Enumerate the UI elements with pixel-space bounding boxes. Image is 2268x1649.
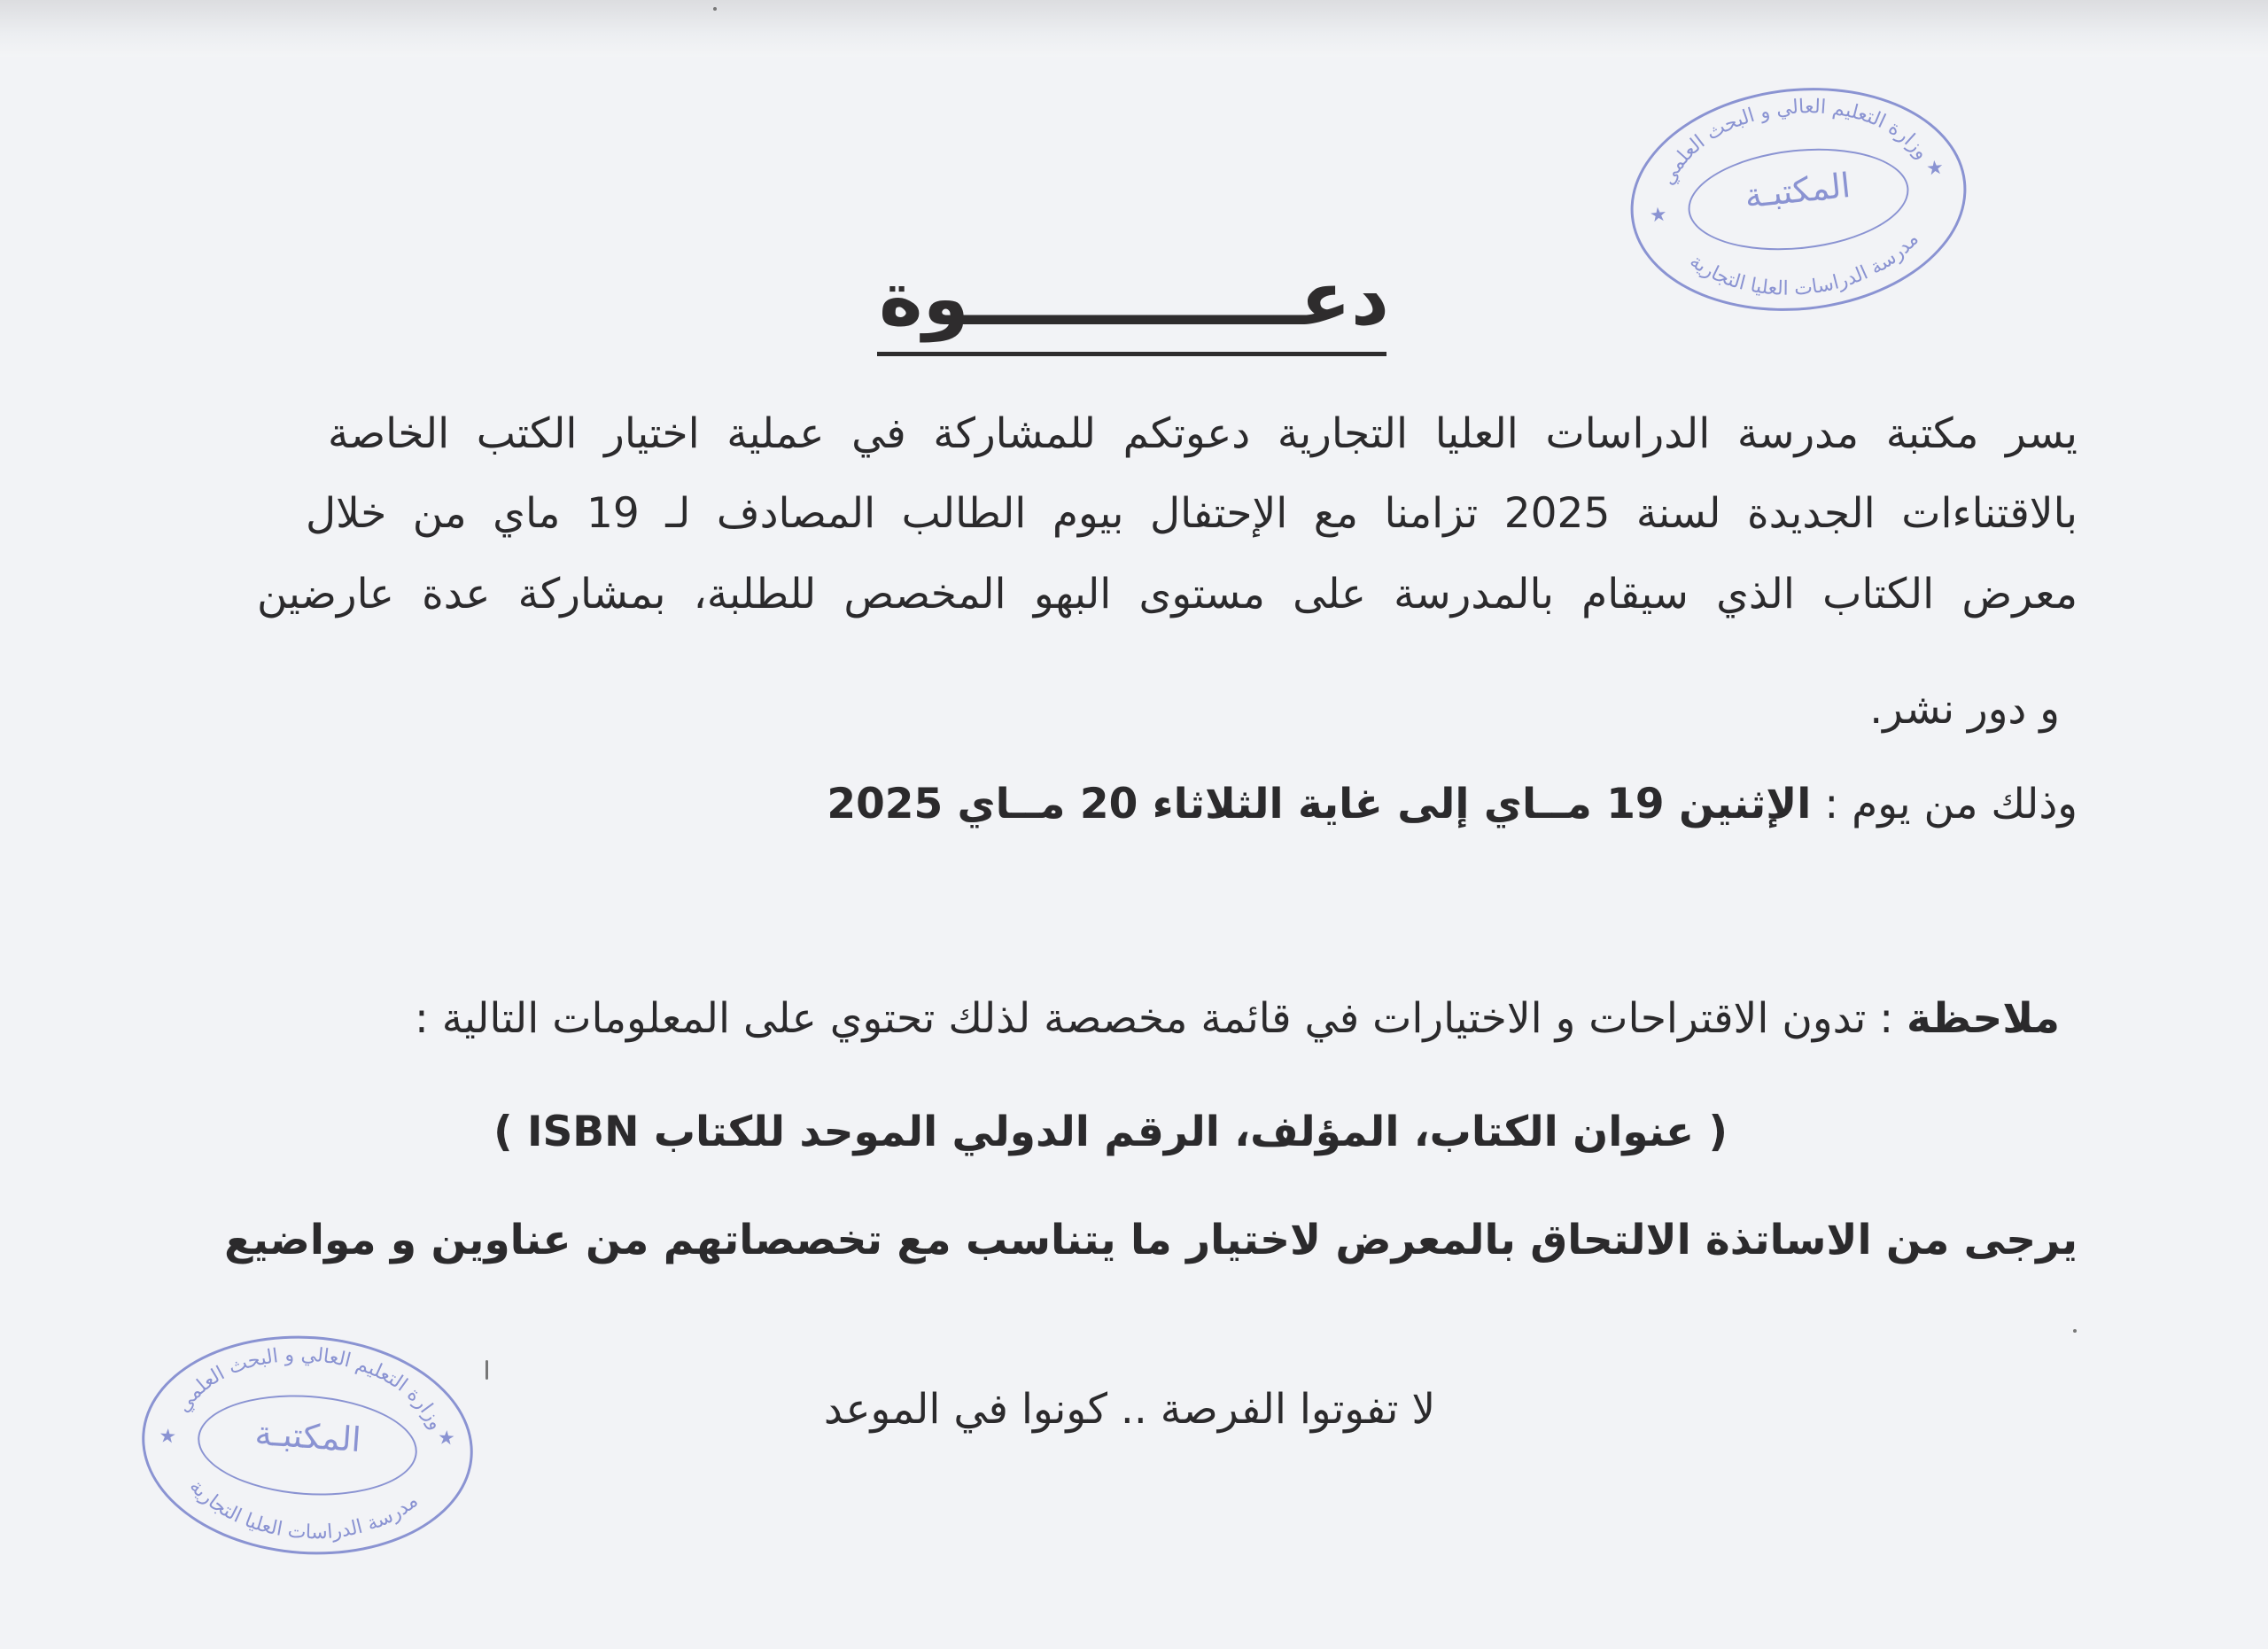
body-line-4: و دور نشر. [1869, 685, 2060, 734]
event-dates-range: الإثنين 19 مــاي إلى غاية الثلاثاء 20 مــاي 2025 [827, 780, 1812, 828]
body-line-1: يسر مكتبة مدرسة الدراسات العليا التجارية دعوتكم للمشاركة في عملية اختيار الكتب الخاصة [328, 409, 2078, 458]
body-line-2: بالاقتناءات الجديدة لسنة 2025 تزامنا مع الإحتفال بيوم الطالب المصادف لـ 19 ماي من خلال [306, 489, 2078, 538]
page-title: دعـــــــــــــوة [879, 255, 1389, 342]
stamp-bottom-ring-text: مدرسة الدراسات العليا التجارية [1685, 228, 1923, 300]
stamp-star-icon: ★ [1924, 156, 1946, 181]
event-dates [753, 780, 2078, 828]
request-line: يرجى من الاساتذة الالتحاق بالمعرض لاختيار ما يتناسب مع تخصصاتهم من عناوين و مواضيع [224, 1216, 2078, 1264]
note-fields: ( عنوان الكتاب، المؤلف، الرقم الدولي الموحد للكتاب ISBN ) [493, 1108, 1728, 1156]
library-stamp-bottom [135, 1325, 480, 1565]
note-label: ملاحظة [1907, 994, 2060, 1043]
stamp-star-icon: ★ [1648, 203, 1669, 228]
note-line [221, 994, 2060, 1043]
scan-speck [2073, 1329, 2077, 1333]
body-line-3: معرض الكتاب الذي سيقام بالمدرسة على مستوى البهو المخصص للطلبة، بمشاركة عدة عارضين [257, 570, 2078, 618]
event-dates-prefix: وذلك من يوم : [1811, 780, 2078, 828]
note-text: : تدون الاقتراحات و الاختيارات في قائمة مخصصة لذلك تحتوي على المعلومات التالية : [414, 994, 1907, 1043]
scan-speck [485, 1360, 488, 1380]
stamp-top-ring-text: وزارة التعليم العالي و البحث العلمي [1657, 96, 1933, 189]
scan-speck [713, 7, 717, 11]
stamp-center-word: المكتبـة [1743, 165, 1852, 216]
stamp-star-icon: ★ [437, 1427, 456, 1451]
stamp-center-word: المكتبـة [253, 1412, 362, 1460]
library-stamp-top [1619, 72, 1977, 327]
scan-top-edge [0, 0, 2268, 57]
title-underline [877, 352, 1386, 356]
closing-line: لا تفوتوا الفرصة .. كونوا في الموعد [823, 1385, 1436, 1434]
stamp-bottom-ring-text: مدرسة الدراسات العليا التجارية [184, 1475, 423, 1544]
stamp-star-icon: ★ [158, 1425, 177, 1449]
stamp-top-ring-text: وزارة التعليم العالي و البحث العلمي [172, 1343, 447, 1434]
